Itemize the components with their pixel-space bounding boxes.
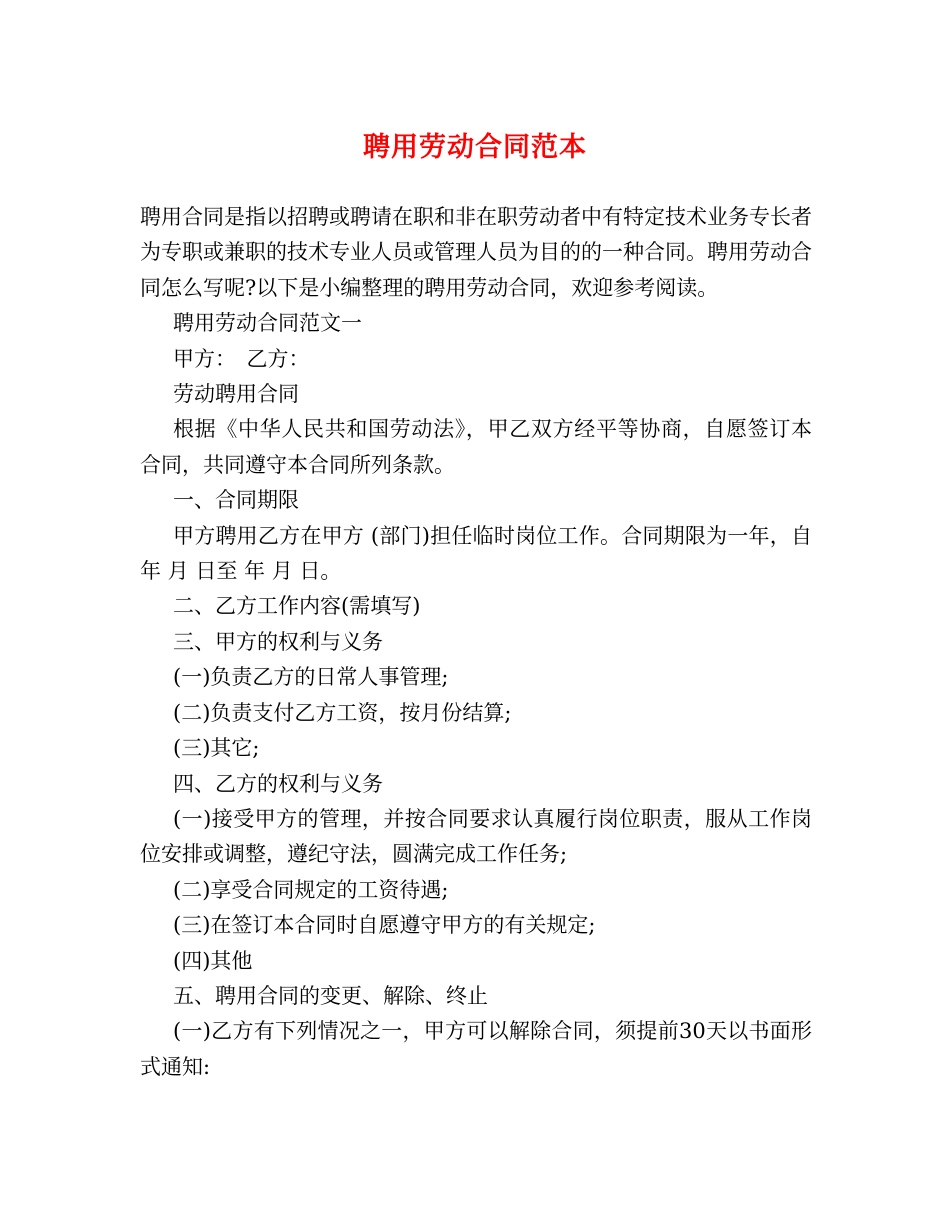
clause-item: (一)接受甲方的管理，并按合同要求认真履行岗位职责，服从工作岗位安排或调整，遵纪守法，圆满完成工作任务; [140,806,812,867]
clause-paragraph: 甲方聘用乙方在甲方 (部门)担任临时岗位工作。合同期限为一年，自 年 月 日至 年 月 日。 [140,523,812,584]
clause-item: (四)其他 [173,948,253,973]
section-heading: 聘用劳动合同范文一 [173,311,362,336]
clause-item: (一)负责乙方的日常人事管理; [173,665,449,690]
clause-heading: 五、聘用合同的变更、解除、终止 [173,983,488,1008]
clause-heading: 一、合同期限 [173,488,299,513]
contract-name: 劳动聘用合同 [173,382,299,407]
clause-heading: 四、乙方的权利与义务 [173,771,383,796]
clause-item: (二)负责支付乙方工资，按月份结算; [173,700,512,725]
intro-paragraph: 聘用合同是指以招聘或聘请在职和非在职劳动者中有特定技术业务专长者为专职或兼职的技术专业人员或管理人员为目的的一种合同。聘用劳动合同怎么写呢?以下是小编整理的聘用劳动合同，欢迎参考阅读。 [140,205,812,300]
clause-heading: 三、甲方的权利与义务 [173,629,383,654]
clause-item: (一)乙方有下列情况之一，甲方可以解除合同，须提前30天以书面形式通知: [140,1019,812,1079]
document-title: 聘用劳动合同范本 [363,132,587,163]
clause-item: (二)享受合同规定的工资待遇; [173,877,449,902]
clause-item: (三)在签订本合同时自愿遵守甲方的有关规定; [173,913,596,938]
parties-line: 甲方： 乙方： [173,346,310,371]
clause-item: (三)其它; [173,736,260,761]
document-body [140,200,812,1085]
preamble-paragraph: 根据《中华人民共和国劳动法》，甲乙双方经平等协商，自愿签订本合同，共同遵守本合同所列条款。 [140,417,812,477]
clause-heading: 二、乙方工作内容(需填写) [173,594,421,619]
